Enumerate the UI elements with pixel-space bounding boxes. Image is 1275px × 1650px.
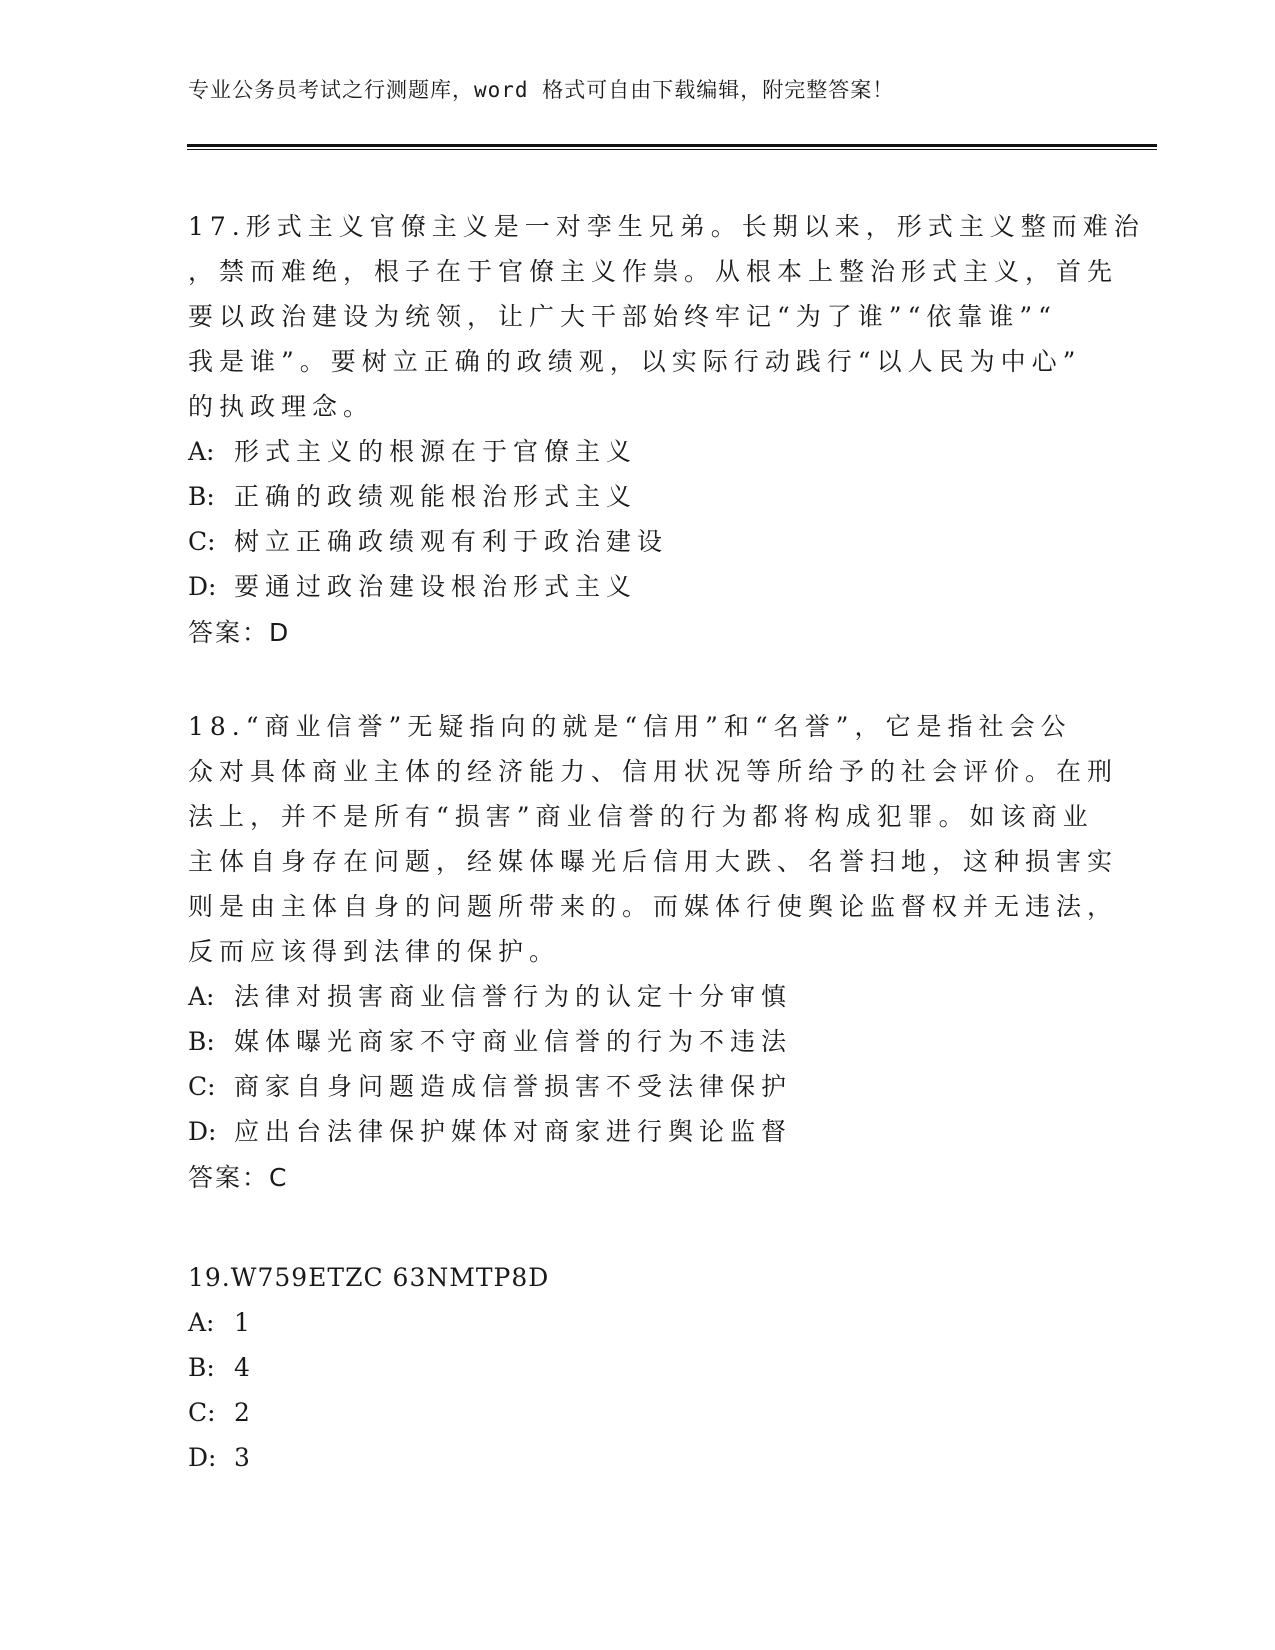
option-c xyxy=(188,1064,1088,1109)
question-stem xyxy=(188,704,1119,974)
stem-line: 要以政治建设为统领，让广大干部始终牢记“为了谁”“依靠谁”“ xyxy=(188,302,1057,331)
option-a xyxy=(188,429,1088,474)
option-letter: C: xyxy=(188,1398,216,1427)
stem-line: 19.W759ETZC 63NMTP8D xyxy=(188,1263,550,1292)
page-header: 专业公务员考试之行测题库，word 格式可自由下载编辑，附完整答案！ xyxy=(188,78,895,102)
option-letter: A: xyxy=(188,1308,215,1337)
option-letter: B: xyxy=(188,1027,215,1056)
option-text: 要通过政治建设根治形式主义 xyxy=(234,572,638,601)
option-d xyxy=(188,564,1088,609)
stem-line: 法上，并不是所有“损害”商业信誉的行为都将构成犯罪。如该商业 xyxy=(188,802,1094,831)
option-text: 正确的政绩观能根治形式主义 xyxy=(234,482,638,511)
header-rule-thin xyxy=(187,149,1157,150)
option-letter: C: xyxy=(188,1072,216,1101)
option-a xyxy=(188,1300,1088,1345)
stem-line: ，禁而难绝，根子在于官僚主义作祟。从根本上整治形式主义，首先 xyxy=(188,257,1119,286)
stem-line: 反而应该得到法律的保护。 xyxy=(188,937,561,966)
stem-line: 17.形式主义官僚主义是一对孪生兄弟。长期以来，形式主义整而难治 xyxy=(188,212,1145,241)
header-rule-thick xyxy=(187,144,1157,147)
option-letter: D: xyxy=(188,1443,217,1472)
option-letter: B: xyxy=(188,482,215,511)
option-letter: D: xyxy=(188,572,217,601)
option-text: 3 xyxy=(234,1443,256,1472)
option-a xyxy=(188,974,1088,1019)
stem-line: 的执政理念。 xyxy=(188,392,375,421)
stem-line: 则是由主体自身的问题所带来的。而媒体行使舆论监督权并无违法， xyxy=(188,892,1119,921)
option-text: 媒体曝光商家不守商业信誉的行为不违法 xyxy=(234,1027,793,1056)
option-text: 1 xyxy=(234,1308,256,1337)
question-18 xyxy=(188,704,1119,1202)
question-stem xyxy=(188,1255,1088,1300)
question-stem xyxy=(188,204,1145,429)
option-c xyxy=(188,1390,1088,1435)
option-letter: B: xyxy=(188,1353,215,1382)
option-letter: C: xyxy=(188,527,216,556)
option-text: 形式主义的根源在于官僚主义 xyxy=(234,437,638,466)
option-text: 2 xyxy=(234,1398,256,1427)
option-letter: D: xyxy=(188,1117,217,1146)
stem-line: 众对具体商业主体的经济能力、信用状况等所给予的社会评价。在刑 xyxy=(188,757,1119,786)
option-text: 应出台法律保护媒体对商家进行舆论监督 xyxy=(234,1117,793,1146)
option-d xyxy=(188,1435,1088,1480)
option-d xyxy=(188,1109,1088,1154)
stem-line: 主体自身存在问题，经媒体曝光后信用大跌、名誉扫地，这种损害实 xyxy=(188,847,1119,876)
option-b xyxy=(188,1019,1088,1064)
option-text: 树立正确政绩观有利于政治建设 xyxy=(234,527,669,556)
answer-line: 答案：D xyxy=(188,618,291,647)
stem-line: 我是谁”。要树立正确的政绩观，以实际行动践行“以人民为中心” xyxy=(188,347,1082,376)
option-c xyxy=(188,519,1088,564)
option-text: 4 xyxy=(234,1353,256,1382)
option-letter: A: xyxy=(188,982,215,1011)
option-b xyxy=(188,474,1088,519)
stem-line: 18.“商业信誉”无疑指向的就是“信用”和“名誉”，它是指社会公 xyxy=(188,712,1072,741)
question-19 xyxy=(188,1255,1088,1480)
option-b xyxy=(188,1345,1088,1390)
option-text: 商家自身问题造成信誉损害不受法律保护 xyxy=(234,1072,793,1101)
question-17 xyxy=(188,204,1145,657)
option-letter: A: xyxy=(188,437,215,466)
answer-line: 答案：C xyxy=(188,1163,289,1192)
option-text: 法律对损害商业信誉行为的认定十分审慎 xyxy=(234,982,793,1011)
